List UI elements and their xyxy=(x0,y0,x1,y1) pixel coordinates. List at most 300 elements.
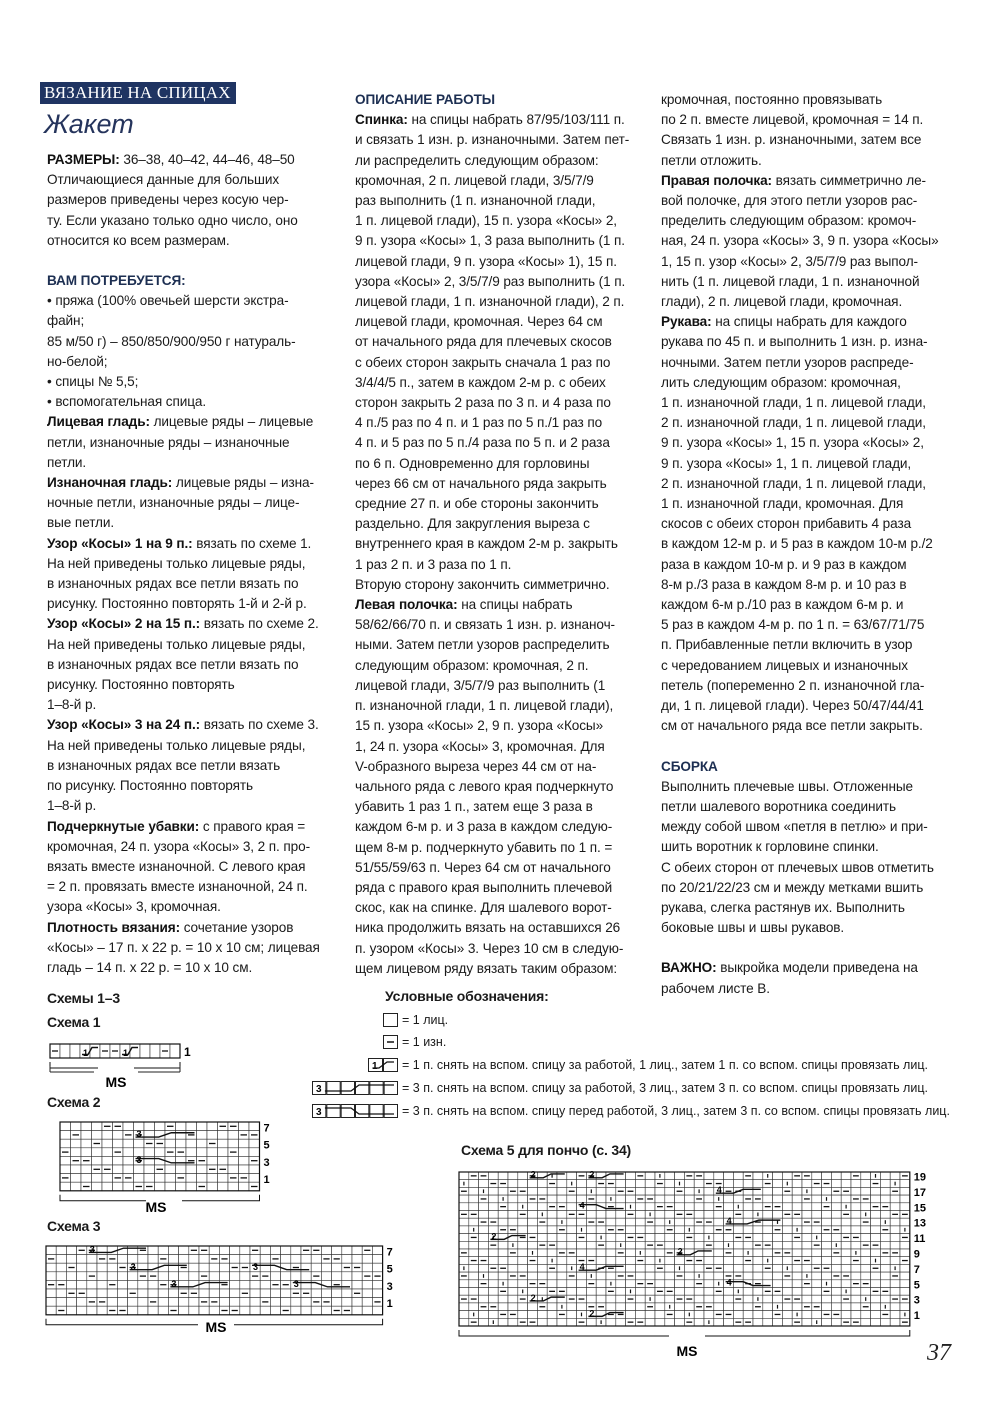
chart-cell xyxy=(753,1187,763,1195)
chart-cell xyxy=(508,1218,518,1226)
chart-cell xyxy=(704,1280,714,1288)
paragraph xyxy=(661,90,956,171)
chart-cell xyxy=(596,1295,606,1303)
chart-cell xyxy=(724,1264,734,1272)
chart-cell xyxy=(144,1156,155,1165)
chart-cell xyxy=(753,1311,763,1319)
chart-cell xyxy=(861,1257,871,1265)
text-line xyxy=(47,837,337,857)
chart-cell xyxy=(675,1172,685,1180)
cable-number: 2 xyxy=(530,1292,536,1303)
chart-cell xyxy=(812,1187,822,1195)
chart-cell xyxy=(332,1246,342,1255)
chart-cell xyxy=(479,1249,489,1257)
chart-cell xyxy=(158,1246,168,1255)
chart-cell xyxy=(342,1289,352,1298)
chart-cell xyxy=(128,1306,138,1315)
chart-cell xyxy=(107,1272,117,1281)
chart-cell xyxy=(168,1246,178,1255)
text: вязать симметрично ле- xyxy=(771,172,926,188)
chart-cell xyxy=(240,1306,250,1315)
text-line xyxy=(661,615,956,635)
chart-cell xyxy=(753,1249,763,1257)
text: на спицы набрать xyxy=(457,597,573,613)
chart-cell xyxy=(880,1318,890,1326)
spacer xyxy=(661,737,956,757)
cable-number: 4 xyxy=(726,1215,732,1226)
chart-cell xyxy=(352,1306,362,1315)
text-line xyxy=(355,737,650,757)
chart-cell xyxy=(508,1180,518,1188)
chart-cell xyxy=(655,1272,665,1280)
chart-cell xyxy=(831,1280,841,1288)
chart-cell xyxy=(97,1280,107,1289)
text-line xyxy=(355,211,650,231)
row-number: 7 xyxy=(263,1122,270,1135)
paragraph xyxy=(661,312,956,736)
text-line xyxy=(47,756,337,776)
text-line xyxy=(355,191,650,211)
chart-cell xyxy=(655,1218,665,1226)
cable-number: 3 xyxy=(136,1129,142,1140)
text-line xyxy=(355,918,650,938)
chart-cell xyxy=(291,1246,301,1255)
chart-cell xyxy=(851,1187,861,1195)
legend-symbol-icon xyxy=(383,1013,398,1027)
chart-cell xyxy=(547,1218,557,1226)
chart-cell xyxy=(802,1241,812,1249)
text: размеров приведены через косую чер- xyxy=(47,192,289,208)
chart-cell xyxy=(197,1148,208,1157)
chart-cell xyxy=(301,1255,311,1264)
chart-cell xyxy=(802,1288,812,1296)
text: через 66 см от начального ряда закрыть xyxy=(355,475,607,491)
chart-cell xyxy=(782,1195,792,1203)
label-bold: Узор «Косы» 3 на 24 п.: xyxy=(47,717,201,733)
chart-cell xyxy=(281,1272,291,1281)
chart-cell xyxy=(645,1234,655,1242)
chart-cell xyxy=(851,1211,861,1219)
text-line xyxy=(47,554,337,574)
chart-cell xyxy=(880,1257,890,1265)
chart-cell xyxy=(207,1148,218,1157)
chart-cell xyxy=(684,1187,694,1195)
cable-number: 1 xyxy=(83,1048,89,1058)
text: • пряжа (100% овечьей шерсти экстра- xyxy=(47,293,289,309)
chart-cell xyxy=(186,1122,197,1131)
chart-cell xyxy=(528,1187,538,1195)
text: ночные петли, изнаночные ряды – лице- xyxy=(47,495,300,511)
chart-cell xyxy=(547,1249,557,1257)
chart-cell xyxy=(518,1180,528,1188)
cable-number: 2 xyxy=(589,1308,595,1319)
chart-cell xyxy=(802,1318,812,1326)
chart-cell xyxy=(228,1139,239,1148)
chart-cell xyxy=(626,1180,636,1188)
chart-cell xyxy=(199,1255,209,1264)
text: вязать по схеме 1. xyxy=(192,535,312,551)
svg-text:3: 3 xyxy=(316,1084,322,1095)
chart-cell xyxy=(567,1218,577,1226)
text-line xyxy=(355,838,650,858)
paragraph xyxy=(47,170,337,251)
chart-cell xyxy=(763,1187,773,1195)
chart-cell xyxy=(724,1172,734,1180)
chart-cell xyxy=(831,1203,841,1211)
chart-cell xyxy=(851,1241,861,1249)
chart-cell xyxy=(890,1288,900,1296)
chart-cell xyxy=(900,1218,910,1226)
text: ночными. Затем петли узоров распреде- xyxy=(661,354,914,370)
text-line xyxy=(355,272,650,292)
column-left xyxy=(47,150,337,978)
text: петли. xyxy=(47,454,87,470)
chart-cell xyxy=(518,1172,528,1180)
chart-cell xyxy=(880,1295,890,1303)
text-line xyxy=(355,413,650,433)
chart-cell xyxy=(488,1203,498,1211)
chart-cell xyxy=(479,1211,489,1219)
chart-cell xyxy=(168,1298,178,1307)
chart-cell xyxy=(684,1272,694,1280)
chart-cell xyxy=(655,1249,665,1257)
chart-cell xyxy=(890,1226,900,1234)
chart-cell xyxy=(186,1174,197,1183)
text-line xyxy=(661,231,956,251)
chart-cell xyxy=(684,1180,694,1188)
chart-cell xyxy=(635,1203,645,1211)
chart-cell xyxy=(56,1298,66,1307)
text-line xyxy=(661,777,956,797)
text: 36–38, 40–42, 44–46, 48–50 xyxy=(119,152,295,167)
chart-cell xyxy=(155,1148,166,1157)
chart-cell xyxy=(577,1303,587,1311)
chart-cell xyxy=(792,1249,802,1257)
chart-cell xyxy=(733,1249,743,1257)
paragraph xyxy=(47,715,337,816)
text: вые петли. xyxy=(47,515,115,531)
chart-cell xyxy=(240,1298,250,1307)
chart-cell xyxy=(56,1246,66,1255)
text-line xyxy=(47,796,337,816)
chart-cell xyxy=(822,1249,832,1257)
text-line xyxy=(355,817,650,837)
chart3-title: Схема 3 xyxy=(47,1218,101,1234)
chart-cell xyxy=(890,1280,900,1288)
chart-cell xyxy=(802,1264,812,1272)
chart-cell xyxy=(616,1257,626,1265)
text: на спицы набрать 87/95/103/111 п. xyxy=(407,112,625,128)
chart-cell xyxy=(782,1280,792,1288)
chart-cell xyxy=(724,1295,734,1303)
spacer xyxy=(47,251,337,271)
paragraph xyxy=(47,291,337,412)
chart-cell xyxy=(240,1255,250,1264)
chart-cell xyxy=(528,1264,538,1272)
chart-cell xyxy=(831,1218,841,1226)
text: 15 п. узора «Косы» 2, 9 п. узора «Косы» xyxy=(355,718,604,734)
chart-cell xyxy=(113,1165,124,1174)
chart-cell xyxy=(56,1289,66,1298)
row-number: 5 xyxy=(263,1139,270,1152)
chart-cell xyxy=(577,1288,587,1296)
chart-cell xyxy=(186,1148,197,1157)
text-line xyxy=(47,715,337,735)
chart-cell xyxy=(841,1249,851,1257)
chart-cell xyxy=(645,1203,655,1211)
chart-cell xyxy=(342,1255,352,1264)
chart-cell xyxy=(459,1226,469,1234)
chart-cell xyxy=(743,1241,753,1249)
chart-cell xyxy=(763,1280,773,1288)
chart-cell xyxy=(655,1318,665,1326)
chart-cell xyxy=(665,1280,675,1288)
chart-cell xyxy=(861,1180,871,1188)
chart-cell xyxy=(260,1255,270,1264)
chart-cell xyxy=(567,1318,577,1326)
chart-cell xyxy=(733,1180,743,1188)
chart-cell xyxy=(60,1122,71,1131)
row-number: 3 xyxy=(263,1156,270,1169)
row-number: 7 xyxy=(386,1246,393,1259)
chart-cell xyxy=(144,1131,155,1140)
text-line xyxy=(47,938,337,958)
chart-cell xyxy=(260,1306,270,1315)
chart-cell xyxy=(219,1289,229,1298)
text-line xyxy=(661,191,956,211)
chart-cell xyxy=(81,1122,92,1131)
chart-cell xyxy=(148,1306,158,1315)
text: п. изнаночной глади, 1 п. лицевой глади), xyxy=(355,698,614,714)
text: раздельно. Для закругления выреза с xyxy=(355,516,590,532)
chart-cell xyxy=(321,1306,331,1315)
chart-cell xyxy=(665,1195,675,1203)
chart-cell xyxy=(871,1311,881,1319)
chart-cell xyxy=(890,1218,900,1226)
chart-cell xyxy=(822,1218,832,1226)
chart-cell xyxy=(372,1255,382,1264)
chart-cell xyxy=(900,1195,910,1203)
text-line xyxy=(661,918,956,938)
chart-cell xyxy=(714,1249,724,1257)
chart-cell xyxy=(743,1226,753,1234)
chart-cell xyxy=(209,1263,219,1272)
text-line xyxy=(355,110,650,130)
chart-cell xyxy=(675,1311,685,1319)
chart-cell xyxy=(763,1234,773,1242)
text: 1 п. изнаночной глади, 1 п. лицевой глади, xyxy=(661,395,926,411)
text-line xyxy=(661,413,956,433)
chart-cell xyxy=(802,1203,812,1211)
chart-cell xyxy=(469,1280,479,1288)
chart-cell xyxy=(498,1257,508,1265)
chart-cell xyxy=(812,1272,822,1280)
cable-number: 2 xyxy=(589,1169,595,1180)
chart-cell xyxy=(714,1257,724,1265)
text: ди, 1 п. лицевой глади). Через 50/47/44/41 xyxy=(661,698,924,714)
chart-cell xyxy=(880,1180,890,1188)
text-line xyxy=(661,534,956,554)
chart-cell xyxy=(557,1318,567,1326)
chart-cell xyxy=(66,1280,76,1289)
chart-cell xyxy=(488,1288,498,1296)
text-line xyxy=(47,231,337,251)
chart-cell xyxy=(655,1303,665,1311)
chart-cell xyxy=(130,1044,140,1058)
chart-cell xyxy=(616,1288,626,1296)
row-number: 17 xyxy=(913,1186,927,1199)
chart-cell xyxy=(871,1280,881,1288)
chart-cell xyxy=(665,1180,675,1188)
chart-cell xyxy=(890,1172,900,1180)
chart-cell xyxy=(488,1187,498,1195)
chart-cell xyxy=(655,1187,665,1195)
chart-cell xyxy=(321,1246,331,1255)
chart-cell xyxy=(362,1280,372,1289)
row-number: 9 xyxy=(913,1248,920,1261)
chart-cell xyxy=(138,1255,148,1264)
chart-cell xyxy=(469,1303,479,1311)
chart-cell xyxy=(890,1241,900,1249)
chart-cell xyxy=(606,1257,616,1265)
spacer xyxy=(661,938,956,958)
text: относится ко всем размерам. xyxy=(47,232,230,248)
chart-cell xyxy=(606,1218,616,1226)
text-line xyxy=(355,231,650,251)
chart-cell xyxy=(144,1122,155,1131)
chart-cell xyxy=(158,1298,168,1307)
text: в изнаночных рядах все петли вязать xyxy=(47,757,281,773)
chart-cell xyxy=(547,1303,557,1311)
chart-cell xyxy=(665,1272,675,1280)
chart-cell xyxy=(479,1311,489,1319)
text: по 6 п. Одновременно для горловины xyxy=(355,455,590,471)
chart-cell xyxy=(488,1272,498,1280)
chart-cell xyxy=(812,1295,822,1303)
chart-cell xyxy=(616,1180,626,1188)
text: между собой швом «петля в петлю» и при- xyxy=(661,819,928,835)
chart-cell xyxy=(123,1122,134,1131)
chart-cell xyxy=(831,1211,841,1219)
text: 9 п. узора «Косы» 1, 3 раза выполнить (1 п. xyxy=(355,233,625,249)
chart-cell xyxy=(291,1306,301,1315)
chart-cell xyxy=(694,1311,704,1319)
chart-cell xyxy=(704,1249,714,1257)
text-line xyxy=(47,392,337,412)
chart-cell xyxy=(508,1280,518,1288)
text: Связать 1 изн. р. изнаночными, затем все xyxy=(661,132,922,148)
text: ная, 24 п. узора «Косы» 3, 9 п. узора «Косы» xyxy=(661,233,939,249)
chart-cell xyxy=(113,1131,124,1140)
chart-cell xyxy=(704,1257,714,1265)
text-line xyxy=(355,555,650,575)
chart-cell xyxy=(822,1318,832,1326)
chart-cell xyxy=(802,1295,812,1303)
chart-cell xyxy=(207,1156,218,1165)
text-line xyxy=(355,130,650,150)
text-line xyxy=(661,858,956,878)
chart-cell xyxy=(635,1288,645,1296)
chart-cell xyxy=(239,1148,250,1157)
chart-cell xyxy=(802,1249,812,1257)
chart-cell xyxy=(704,1272,714,1280)
chart5-title: Схема 5 для пончо (с. 34) xyxy=(461,1142,632,1158)
paragraph xyxy=(47,534,337,615)
chart-cell xyxy=(704,1311,714,1319)
text: 1 п. лицевой глади), 15 п. узора «Косы» 2, xyxy=(355,213,617,229)
text-line xyxy=(47,412,337,432)
chart-cell xyxy=(469,1241,479,1249)
chart-cell xyxy=(508,1288,518,1296)
chart-cell xyxy=(140,1044,150,1058)
chart-cell xyxy=(332,1289,342,1298)
text-line xyxy=(47,332,337,352)
chart-cell xyxy=(822,1234,832,1242)
chart-cell xyxy=(372,1246,382,1255)
text: раза в каждом 10-м р. и 9 раз в каждом xyxy=(661,556,907,572)
chart-cell xyxy=(498,1187,508,1195)
legend-symbol-icon xyxy=(312,1081,398,1095)
chart-cell xyxy=(301,1280,311,1289)
label-bold: Плотность вязания: xyxy=(47,919,181,935)
chart-cell xyxy=(812,1311,822,1319)
chart-cell xyxy=(518,1226,528,1234)
chart-cell xyxy=(606,1249,616,1257)
chart-cell xyxy=(240,1246,250,1255)
chart-cell xyxy=(635,1264,645,1272)
chart-cell xyxy=(102,1182,113,1191)
chart-cell xyxy=(861,1187,871,1195)
chart-cell xyxy=(655,1311,665,1319)
chart-cell xyxy=(645,1264,655,1272)
chart-cell xyxy=(851,1295,861,1303)
chart-cell xyxy=(92,1148,103,1157)
chart-cell xyxy=(240,1272,250,1281)
chart-cell xyxy=(537,1257,547,1265)
chart-cell xyxy=(694,1264,704,1272)
chart-cell xyxy=(219,1263,229,1272)
chart-cell xyxy=(596,1187,606,1195)
paragraph xyxy=(47,817,337,918)
text-line xyxy=(47,433,337,453)
chart-cell xyxy=(733,1241,743,1249)
chart-cell xyxy=(71,1148,82,1157)
chart-cell xyxy=(655,1195,665,1203)
chart-cell xyxy=(606,1272,616,1280)
chart-cell xyxy=(626,1172,636,1180)
text-line xyxy=(661,211,956,231)
chart-cell xyxy=(724,1180,734,1188)
text-line xyxy=(661,373,956,393)
chart-cell xyxy=(616,1295,626,1303)
text: на спицы набрать для каждого xyxy=(711,314,907,330)
text-line xyxy=(355,615,650,635)
chart-cell xyxy=(645,1257,655,1265)
chart-cell xyxy=(168,1289,178,1298)
chart-cell xyxy=(871,1272,881,1280)
chart-cell xyxy=(249,1174,260,1183)
chart-cell xyxy=(230,1280,240,1289)
chart-cell xyxy=(158,1289,168,1298)
chart-cell xyxy=(773,1272,783,1280)
chart-cell xyxy=(792,1180,802,1188)
text: файн; xyxy=(47,313,85,329)
chart-cell xyxy=(890,1318,900,1326)
chart-cell xyxy=(606,1303,616,1311)
chart-cell xyxy=(488,1295,498,1303)
chart-cell xyxy=(209,1272,219,1281)
text-line xyxy=(355,494,650,514)
